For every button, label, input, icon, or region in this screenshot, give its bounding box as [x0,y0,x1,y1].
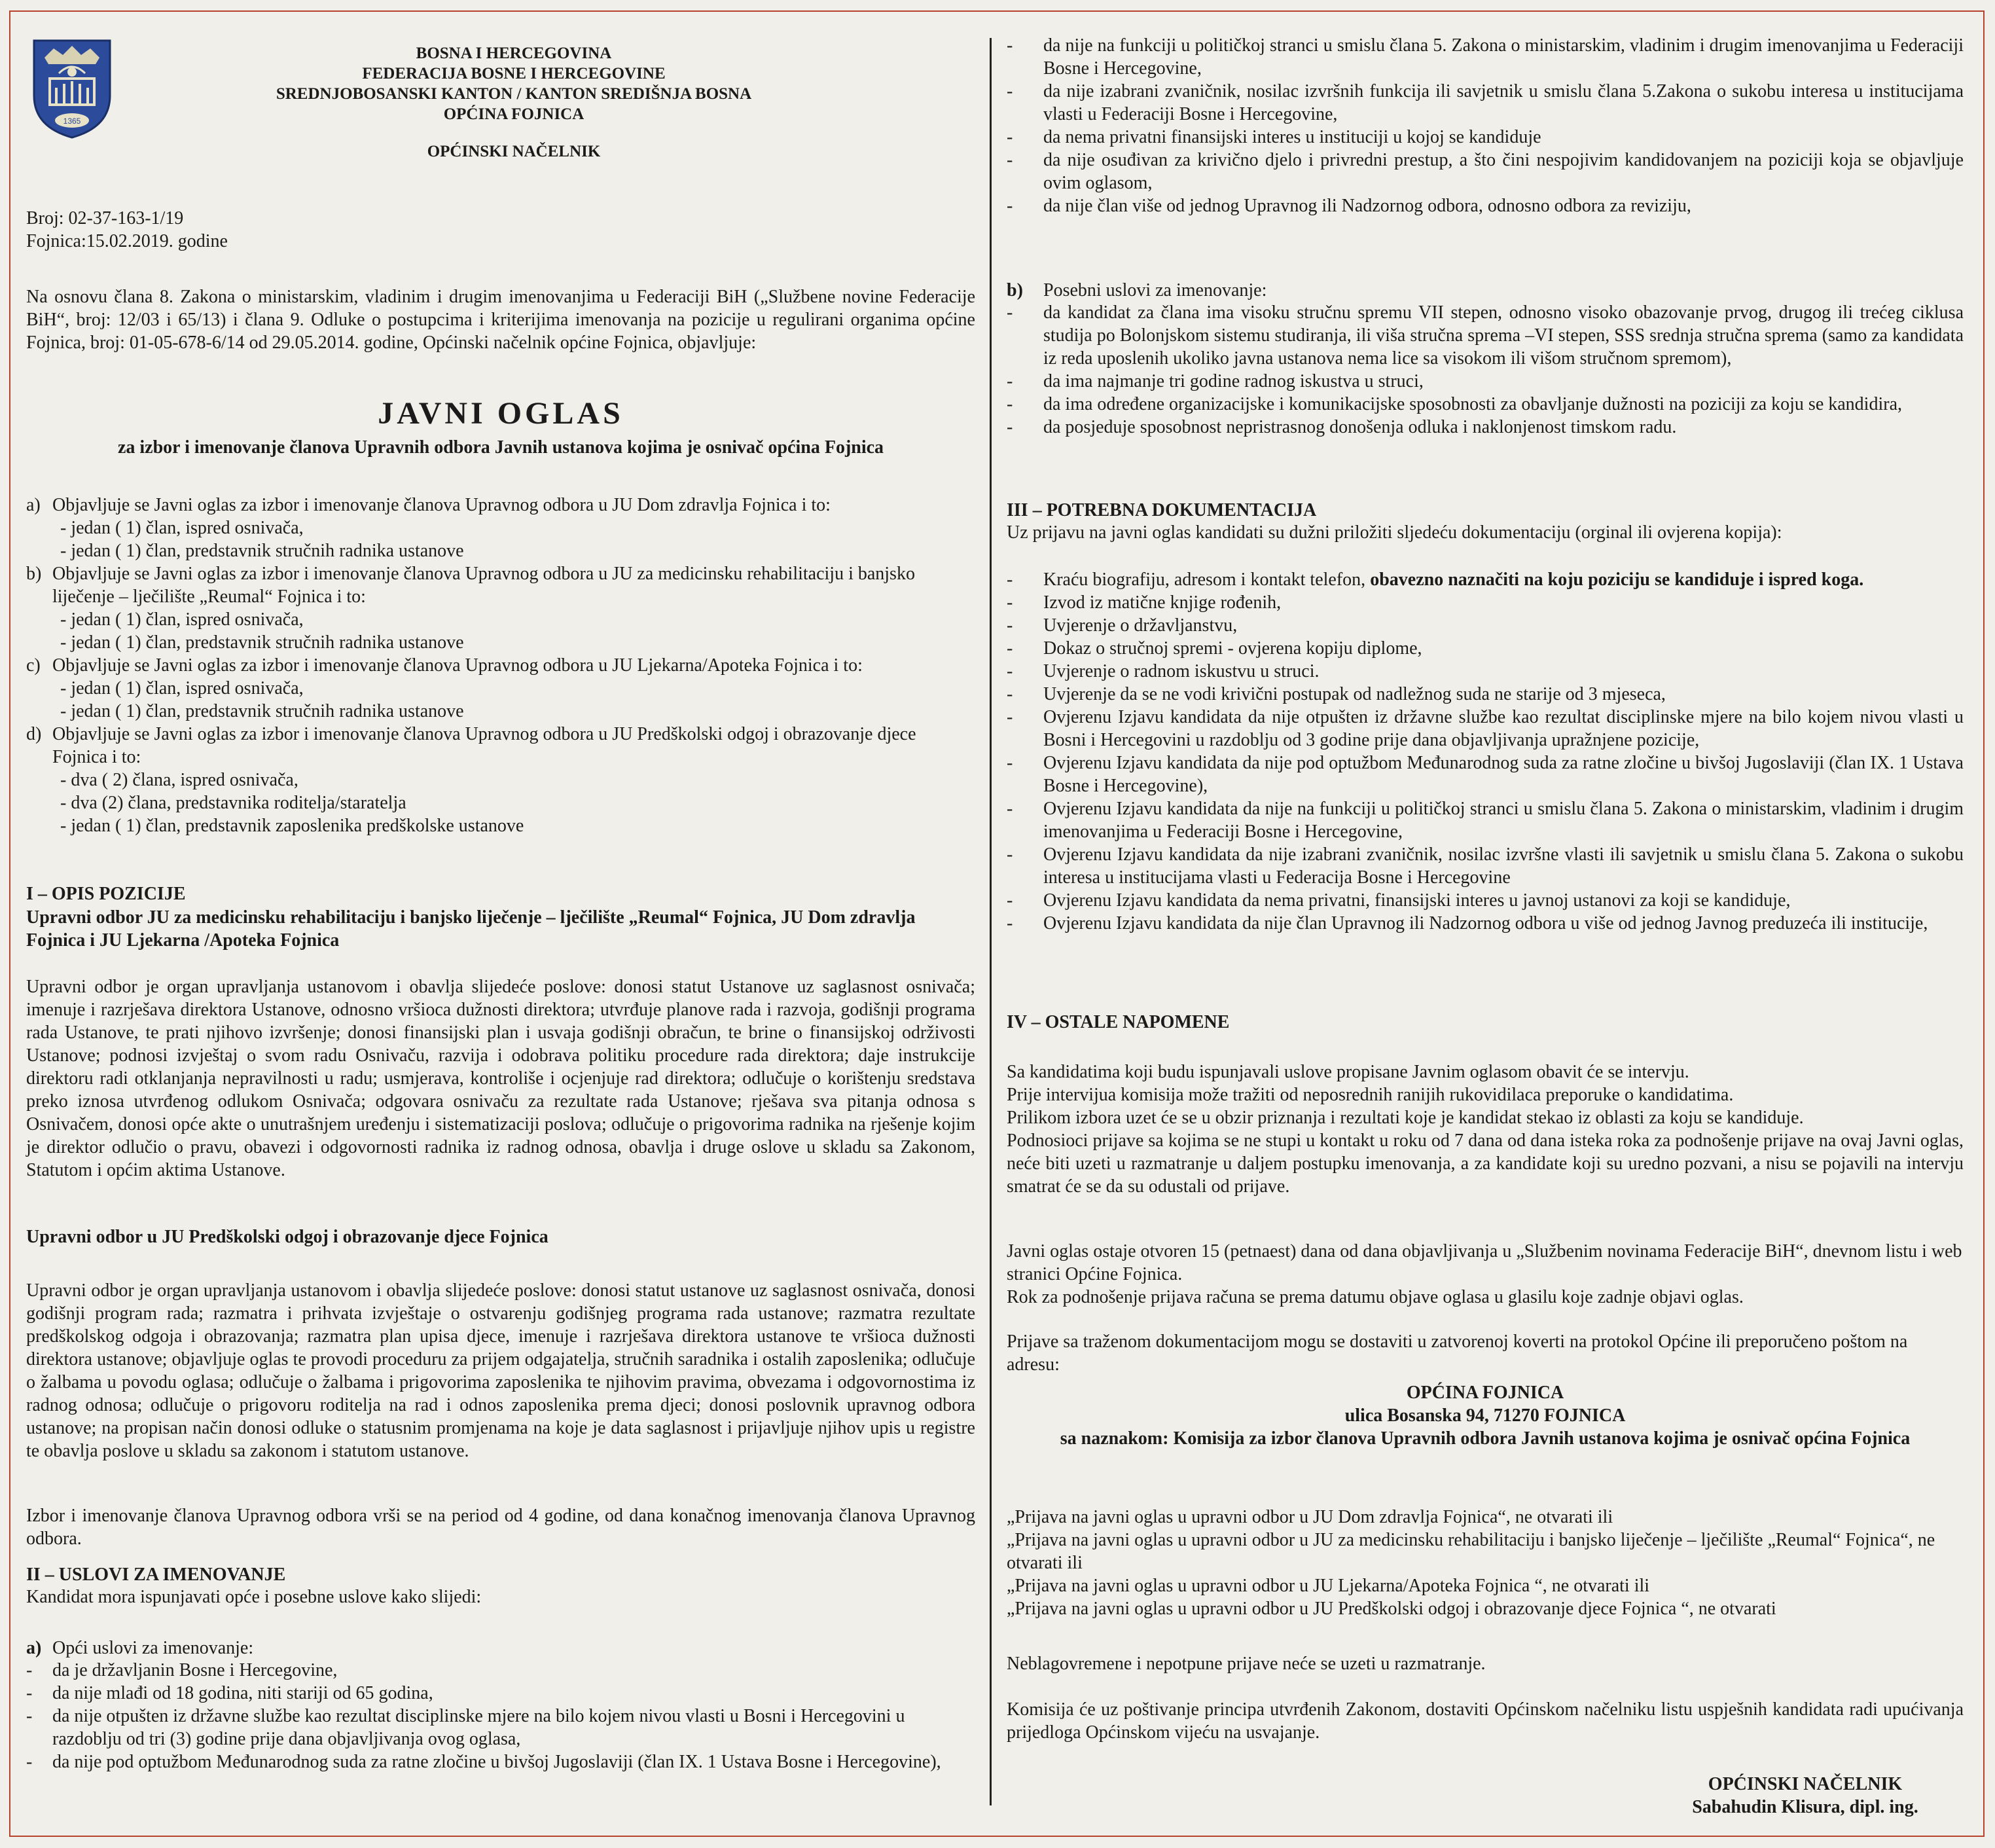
section-subheading: Upravni odbor u JU Predškolski odgoj i obrazovanje djece Fojnica [26,1227,548,1247]
paragraph: Prilikom izbora uzet će se u obzir priznanja i rezultati koje je kandidat stekao iz oblasti za koju se kandiduje. [1007,1108,1804,1128]
paragraph: Komisija će uz poštivanje principa utvrđenih Zakonom, dostaviti Općinskom načelniku listu uspješnih kandidata radi upućivanja prijedloga Općinskom vijeću na usvajanje. [1007,1699,1964,1743]
list-item [1007,149,1964,194]
special-conditions-list [1007,301,1964,439]
item-text: Dokaz o stručnoj spremi - ovjerena kopiju diplome, [1043,638,1422,659]
list-item [1007,194,1964,217]
item-text: Objavljuje se Javni oglas za izbor i imenovanje članova Upravnog odbora u JU za medicinsku rehabilitaciju i banjsko liječenje – lječilište „Reumal“ Fojnica i to: [52,564,915,607]
list-item [1007,843,1964,889]
item-marker: a) [26,495,41,515]
bullet: - [1007,371,1013,391]
item-text: da nije otpušten iz državne službe kao rezultat disciplinske mjere na bilo kojem nivou vlasti u Bosni i Hercegovini u razdoblju od tri (3) godine prije dana objavljivanja ovog oglasa, [52,1706,905,1749]
envelope-label: „Prijava na javni oglas u upravni odbor u JU Predškolski odgoj i obrazovanje djece Fojnica “, ne otvarati [1007,1599,1776,1619]
paragraph: Izbor i imenovanje članova Upravnog odbora vrši se na period od 4 godine, od dana konačnog imenovanja članova Upravnog odbora. [26,1506,975,1549]
item-marker: a) [26,1638,42,1658]
list-item [1007,889,1964,912]
item-text: Uvjerenje o radnom iskustvu u struci. [1043,661,1320,681]
list-item [26,723,975,769]
sub-item: - jedan ( 1) član, ispred osnivača, [60,678,304,698]
reference-date: Fojnica:15.02.2019. godine [26,231,228,251]
list-item [1007,568,1964,591]
paragraph: Kandidat mora ispunjavati opće i posebne uslove kako slijedi: [26,1587,482,1607]
list-item [1007,301,1964,370]
list-item [1007,370,1964,393]
address-line: ulica Bosanska 94, 71270 FOJNICA [1344,1405,1626,1426]
item-text: Ovjerenu Izjavu kandidata da nije na funkciji u političkoj stranci u smislu člana 5. Zakona o ministarskim, vladinim i drugim imenovanjima u Federaciji Bosne i Hercegovine, [1043,799,1964,842]
condition-label [26,1637,975,1659]
general-conditions-list [26,1659,975,1773]
bullet: - [26,1660,33,1680]
list-item [26,1750,975,1773]
item-text: da posjeduje sposobnost nepristrasnog donošenja odluka i naklonjenost timskom radu. [1043,417,1677,437]
notes [1007,1240,1964,1309]
list-item [1007,706,1964,752]
bullet: - [1007,81,1013,101]
bullet: - [1007,799,1013,819]
documents-list [1007,568,1964,935]
bullet: - [1007,570,1013,590]
item-text: da nema privatni finansijski interes u instituciji u kojoj se kandiduje [1043,127,1541,147]
item-text: da kandidat za člana ima visoku stručnu spremu VII stepen, odnosno visoko obazovanje prvog, drugog ili trećeg ciklusa studija po Bolonjskom sistemu studiranja, ili viša stručna sprema –VI stepen, SSS srednja stručna sprema (samo za kandidata iz reda uposlenih ukoliko javna ustanova nema lice sa visokom ili višom stručnom spremom), [1043,302,1964,369]
paragraph: Prije intervijua komisija može tražiti od neposrednih ranijih rukovidilaca preporuke o kandidatima. [1007,1085,1734,1105]
section-heading: III – POTREBNA DOKUMENTACIJA [1007,500,1317,520]
sub-item: - jedan ( 1) član, ispred osnivača, [60,609,304,630]
document-title: JAVNI OGLAS [378,396,624,431]
paragraph: Sa kandidatima koji budu ispunjavali uslove propisane Javnim oglasom obavit će se intervju. [1007,1062,1689,1082]
header-line: BOSNA I HERCEGOVINA [416,45,612,62]
item-text: Kraću biografiju, adresom i kontakt telefon, [1043,570,1371,590]
item-text: da ima najmanje tri godine radnog iskustva u struci, [1043,371,1424,391]
list-item [1007,660,1964,683]
paragraph: Prijave sa traženom dokumentacijom mogu se dostaviti u zatvorenoj koverti na protokol Općine ili preporučeno poštom na adresu: [1007,1332,1908,1375]
crest-year: 1365 [63,117,81,126]
item-emphasis: obavezno naznačiti na koju poziciju se kandiduje i ispred koga. [1370,570,1864,590]
list-item [1007,34,1964,80]
sub-item: - jedan ( 1) član, predstavnik stručnih radnika ustanove [60,701,464,721]
list-item [1007,637,1964,660]
header-line: FEDERACIJA BOSNE I HERCEGOVINE [362,65,666,82]
signature-block [1661,1773,1949,1819]
item-text: da nije član više od jednog Upravnog ili Nadzornog odbora, odnosno odbora za reviziju, [1043,196,1691,216]
list-item [26,562,975,608]
section-subheading: Upravni odbor JU za medicinsku rehabilitaciju i banjsko liječenje – lječilište „Reumal“ Fojnica, JU Dom zdravlja Fojnica i JU Ljekarna /Apoteka Fojnica [26,907,916,951]
bullet: - [1007,684,1013,704]
bullet: - [1007,661,1013,681]
item-text: Opći uslovi za imenovanje: [52,1638,254,1658]
item-text: da je državljanin Bosne i Hercegovine, [52,1660,338,1680]
institution-list [26,494,975,837]
item-marker: d) [26,724,42,744]
list-item [26,1705,975,1750]
envelope-label: „Prijava na javni oglas u upravni odbor u JU Ljekarna/Apoteka Fojnica “, ne otvarati ili [1007,1576,1650,1596]
mailing-address [1007,1381,1964,1450]
bullet: - [1007,707,1013,727]
item-text: Posebni uslovi za imenovanje: [1043,280,1267,300]
list-item [26,1682,975,1705]
envelope-label: „Prijava na javni oglas u upravni odbor u JU Dom zdravlja Fojnica“, ne otvarati ili [1007,1507,1613,1527]
list-item [26,654,975,677]
bullet: - [26,1683,33,1703]
item-text: da ima određene organizacijske i komunikacijske sposobnosti za obavljanje dužnosti na poziciji za koju se kandidira, [1043,394,1902,414]
item-text: da nije izabrani zvaničnik, nosilac izvršnih funkcija ili savjetnik u smislu člana 5.Zakona o sukobu interesa u institucijama vlasti u Federaciji Bosne i Hercegovine, [1043,81,1964,124]
bullet: - [1007,127,1013,147]
bullet: - [1007,394,1013,414]
sub-item: - jedan ( 1) član, predstavnik stručnih radnika ustanove [60,632,464,653]
sub-item: - dva (2) člana, predstavnika roditelja/staratelja [60,793,406,813]
item-text: da nije na funkciji u političkoj stranci u smislu člana 5. Zakona o ministarskim, vladinim i drugim imenovanjima u Federaciji Bosne i Hercegovine, [1043,35,1964,79]
office-name: OPĆINSKI NAČELNIK [427,143,601,160]
item-text: Uvjerenje da se ne vodi krivični postupak od nadležnog suda ne starije od 3 mjeseca, [1043,684,1666,704]
paragraph: Upravni odbor je organ upravljanja ustanovom i obavlja slijedeće poslove: donosi statut ustanove uz saglasnost osnivača, donosi godišnji program rada; razmatra i prihvata izvještaje o ostvarenju godišnjeg programa rada ustanove; razmatra rezultate predškolskog odgoja i obrazovanja; razmatra plan upisa djece, imenuje i razrješava direktora ustanove te vršioca dužnosti direktora ustanove; objavljuje oglas te provodi proceduru za prijem odgajatelja, stručnih saradnika i ostalih zaposlenika; odlučuje o žalbama u povodu oglasa; odlučuje o žalbama i prigovorima zaposlenika te njihovim pravima, obvezama i odgovornostima iz radnog odnosa; odlučuje o prigovoru roditelja na rad i odnos zaposlenika prema djeci; donosi poslovnik upravnog odbora ustanove; na propisan način donosi odluke o statusnim promjenama na koje je data saglasnost i prijavljuje njihov upis u registre te obavlja poslove u skladu sa zakonom i statutom ustanove. [26,1280,975,1461]
bullet: - [1007,890,1013,911]
section-heading: IV – OSTALE NAPOMENE [1007,1012,1230,1032]
reference-number: Broj: 02-37-163-1/19 [26,208,184,228]
intro-paragraph: Na osnovu člana 8. Zakona o ministarskim, vladinim i drugim imenovanjima u Federaciji BiH („Službene novine Federacije BiH“, broj: 12/03 i 65/13) i člana 9. Odluke o postupcima i kriterijima imenovanja na pozicije u regulirani organima općine Fojnica, broj: 01-05-678-6/14 od 29.05.2014. godine, Općinski načelnik općine Fojnica, objavljuje: [26,287,975,353]
item-text: Objavljuje se Javni oglas za izbor i imenovanje članova Upravnog odbora u JU Predškolski odgoj i obrazovanje djece Fojnica i to: [52,724,916,767]
item-text: Izvod iz matične knjige rođenih, [1043,592,1282,613]
bullet: - [26,1706,33,1726]
section-heading: I – OPIS POZICIJE [26,884,186,904]
item-text: Ovjerenu Izjavu kandidata da nije član Upravnog ili Nadzornog odbora u više od jednog Javnog preduzeća ili institucije, [1043,913,1928,933]
document-subtitle: za izbor i imenovanje članova Upravnih odbora Javnih ustanova kojima je osnivač općina Fojnica [117,437,884,458]
general-conditions-continued [1007,34,1964,217]
signatory-title: OPĆINSKI NAČELNIK [1708,1774,1903,1794]
list-item [1007,126,1964,149]
paragraph: Uz prijavu na javni oglas kandidati su dužni priložiti sljedeću dokumentaciju (orginal ili ovjerena kopija): [1007,522,1782,543]
bullet: - [1007,150,1013,170]
bullet: - [1007,615,1013,636]
envelope-label: „Prijava na javni oglas u upravni odbor u JU za medicinsku rehabilitaciju i banjsko liječenje – lječilište „Reumal“ Fojnica“, ne otvarati ili [1007,1530,1935,1573]
bullet: - [26,1752,33,1772]
signatory-name: Sabahudin Klisura, dipl. ing. [1692,1797,1918,1817]
paragraph: Rok za podnošenje prijava računa se prema datumu objave oglasa u glasilu koje zadnje objavi oglas. [1007,1287,1744,1307]
item-marker: b) [1007,280,1023,300]
sub-item: - jedan ( 1) član, predstavnik zaposlenika predškolske ustanove [60,816,524,836]
item-text: Objavljuje se Javni oglas za izbor i imenovanje članova Upravnog odbora u JU Ljekarna/Apoteka Fojnica i to: [52,655,863,676]
bullet: - [1007,35,1013,56]
section-heading: II – USLOVI ZA IMENOVANJE [26,1565,286,1585]
notes [1007,1060,1964,1198]
bullet: - [1007,417,1013,437]
item-text: da nije pod optužbom Međunarodnog suda za ratne zločine u bivšoj Jugoslaviji (član IX. 1 Ustava Bosne i Hercegovine), [52,1752,941,1772]
item-text: Objavljuje se Javni oglas za izbor i imenovanje članova Upravnog odbora u JU Dom zdravlja Fojnica i to: [52,495,831,515]
coat-of-arms-icon [30,35,114,140]
list-item [26,494,975,516]
sub-item: - dva ( 2) člana, ispred osnivača, [60,770,298,790]
item-text: Ovjerenu Izjavu kandidata da nije pod optužbom Međunarodnog suda za ratne zločine u bivšoj Jugoslaviji (član IX. 1 Ustava Bosne i Hercegovine), [1043,753,1964,796]
item-text: Ovjerenu Izjavu kandidata da nema privatni, finansijski interes u javnoj ustanovi za koji se kandiduje, [1043,890,1791,911]
paragraph: Podnosioci prijave sa kojima se ne stupi u kontakt u roku od 7 dana od dana isteka roka za podnošenje prijave na ovaj Javni oglas, neće biti uzeti u razmatranje u daljem postupku imenovanja, a za kandidate koji su uredno pozvani, a nisu se pojavili na intervju smatrat će se da su odustali od prijave. [1007,1131,1964,1197]
condition-label [1007,279,1964,302]
item-marker: c) [26,655,41,676]
sub-item: - jedan ( 1) član, predstavnik stručnih radnika ustanove [60,541,464,561]
bullet: - [1007,638,1013,659]
list-item [1007,912,1964,935]
sub-item: - jedan ( 1) član, ispred osnivača, [60,518,304,538]
authority-header [105,43,923,162]
column-divider [990,38,992,1805]
paragraph: Upravni odbor je organ upravljanja ustanovom i obavlja slijedeće poslove: donosi statut Ustanove uz saglasnost osnivača; imenuje i razrješava direktora Ustanove, odnosno vršioca dužnosti direktora; utvrđuje planove rada i razvoja, godišnji programa rada Ustanove, te prati njihovo izvršenje; donosi finansijski plan i usvaja godišnji obračun, te brine o finansijskoj održivosti Ustanove; podnosi izvještaj o svom radu Osnivaču, razvija i odobrava politiku procedure rada direktora; daje instrukcije direktoru radi otklanjanja nepravilnosti u radu; usmjerava, kontroliše i ocjenjuje rad direktora; odlučuje o korištenju sredstava preko iznosa utvrđenog odlukom Osnivača; odgovara osnivaču za rezultate rada Ustanove; rješava sva pitanja odnosa s Osnivačem, donosi opće akte o unutrašnjem uređenju i sistematizaciji poslova; odlučuje o prigovorima radnika na rješenje kojim je direktor odlučio o pravu, obavezi i odgovornosti radnika iz radnog odnosa, obavlja i druge oslove u skladu sa Zakonom, Statutom i općim aktima Ustanove. [26,977,975,1180]
header-line: OPĆINA FOJNICA [443,105,584,123]
bullet: - [1007,196,1013,216]
list-item [1007,683,1964,706]
item-text: Ovjerenu Izjavu kandidata da nije otpušten iz državne službe kao rezultat disciplinske mjere na bilo kojem nivou vlasti u Bosni i Hercegovini u razdoblju od 3 godine prije dana objavljivanja upražnjene pozicije, [1043,707,1964,750]
bullet: - [1007,844,1013,865]
item-text: da nije mlađi od 18 godina, niti stariji od 65 godina, [52,1683,433,1703]
list-item [1007,752,1964,797]
bullet: - [1007,753,1013,773]
item-text: da nije osuđivan za krivično djelo i privredni prestup, a što čini nespojivim kandidovanjem na poziciji koja se objavljuje ovim oglasom, [1043,150,1964,193]
header-line: SREDNJOBOSANSKI KANTON / KANTON SREDIŠNJA BOSNA [276,85,752,103]
list-item [1007,797,1964,843]
envelope-labels [1007,1506,1964,1620]
paragraph: Javni oglas ostaje otvoren 15 (petnaest) dana od dana objavljivanja u „Službenim novinama Federacije BiH“, dnevnom listu i web stranici Općine Fojnica. [1007,1241,1962,1284]
bullet: - [1007,302,1013,323]
list-item [26,1659,975,1682]
list-item [1007,416,1964,439]
item-text: Uvjerenje o državljanstvu, [1043,615,1238,636]
bullet: - [1007,592,1013,613]
reference [26,207,228,253]
list-item [1007,80,1964,126]
list-item [1007,591,1964,614]
item-text: Ovjerenu Izjavu kandidata da nije izabrani zvaničnik, nosilac izvršne vlasti ili savjetnik u smislu člana 5. Zakona o sukobu interesa u institucijama vlasti u Federacija Bosne i Hercegovine [1043,844,1964,888]
bullet: - [1007,913,1013,933]
address-line: sa naznakom: Komisija za izbor članova Upravnih odbora Javnih ustanova kojima je osnivač općina Fojnica [1060,1428,1911,1449]
address-line: OPĆINA FOJNICA [1406,1383,1564,1403]
item-marker: b) [26,564,42,584]
list-item [1007,614,1964,637]
paragraph: Neblagovremene i nepotpune prijave neće se uzeti u razmatranje. [1007,1654,1486,1674]
list-item [1007,393,1964,416]
